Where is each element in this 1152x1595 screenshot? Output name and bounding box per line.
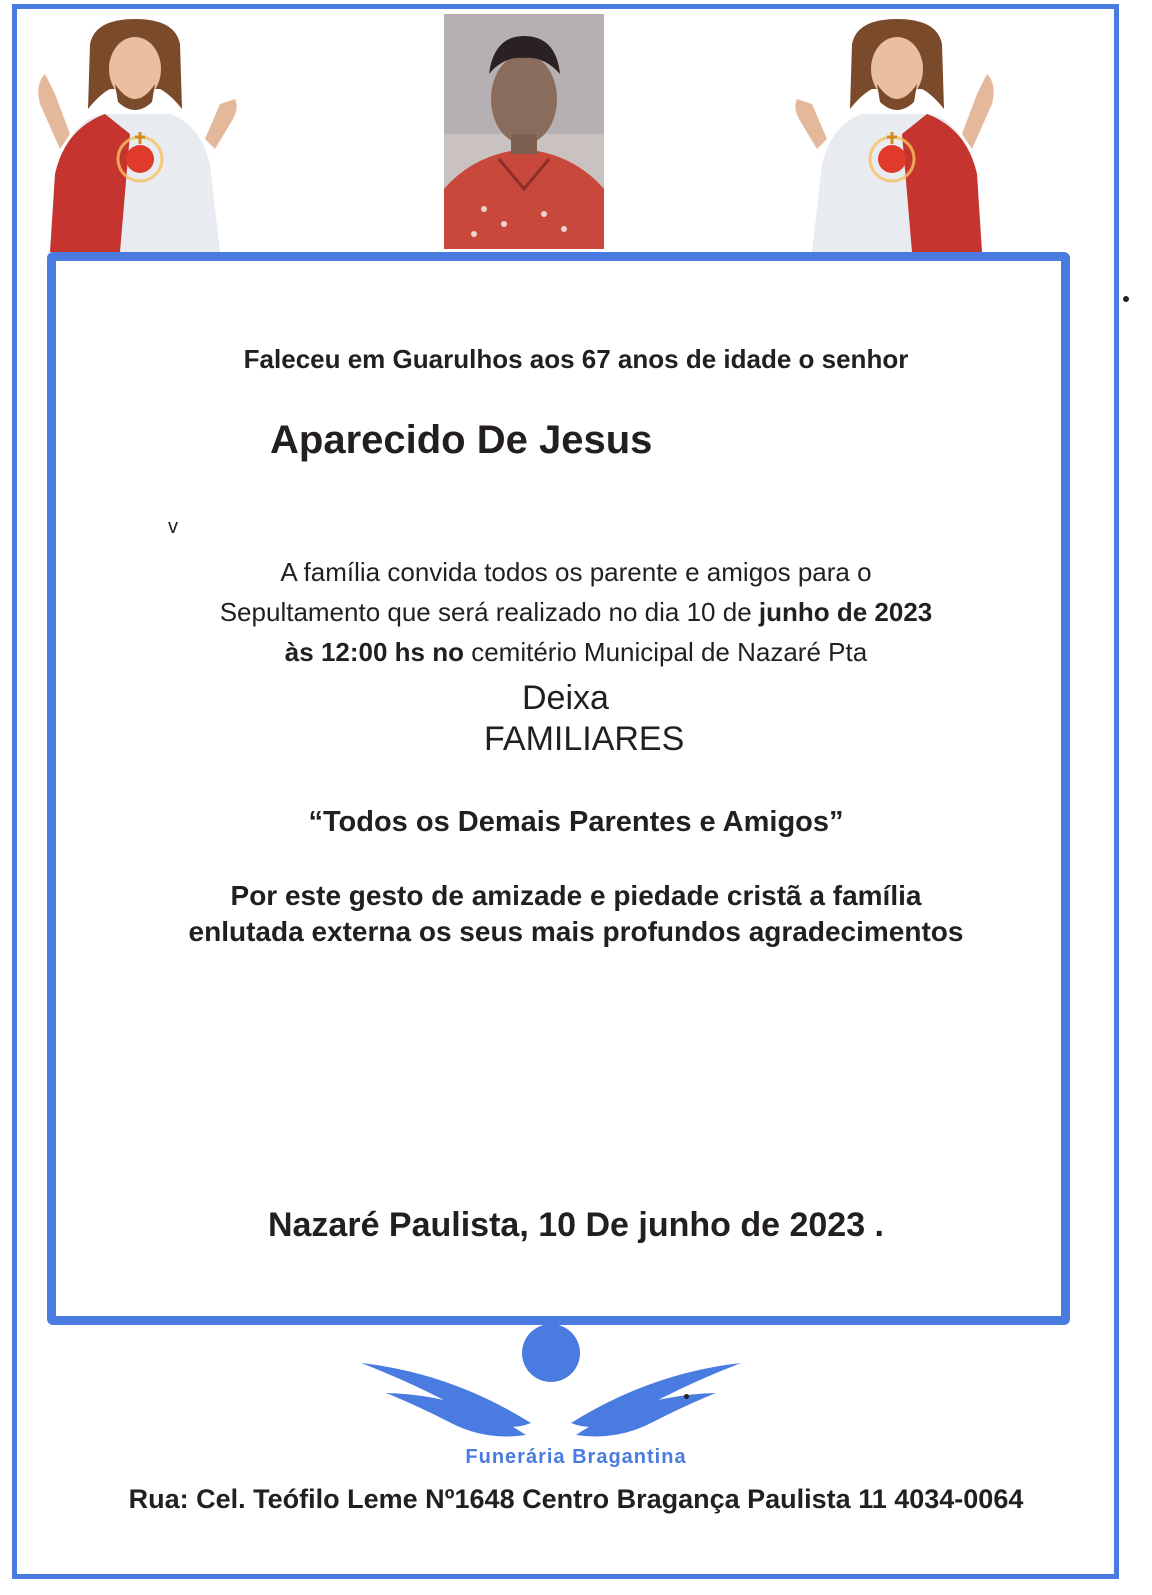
deceased-name: Aparecido De Jesus	[270, 418, 653, 462]
invitation-line-3	[0, 637, 1152, 668]
inner-border	[47, 252, 1070, 1325]
cemetery-text: cemitério Municipal de Nazaré Pta	[464, 637, 868, 667]
funeral-home-address: Rua: Cel. Teófilo Leme Nº1648 Centro Bragança Paulista 11 4034-0064	[128, 1484, 1024, 1514]
scan-speck	[1123, 296, 1129, 302]
funeral-home-logo-icon	[356, 1323, 746, 1441]
invitation-line-1: A família convida todos os parente e amigos para o	[280, 557, 872, 587]
sacred-heart-jesus-icon	[30, 14, 240, 252]
death-announcement-intro: Faleceu em Guarulhos aos 67 anos de idade o senhor	[243, 344, 909, 374]
thanks-line-1: Por este gesto de amizade e piedade cristã a família	[230, 880, 922, 911]
burial-time: às 12:00 hs no	[284, 637, 464, 667]
thanks-line-2: enlutada externa os seus mais profundos agradecimentos	[188, 916, 964, 947]
invitation-line-2	[0, 597, 1152, 628]
leaves-label: Deixa	[522, 679, 609, 717]
family-label: FAMILIARES	[484, 720, 685, 758]
burial-date: junho de 2023	[758, 597, 933, 627]
sacred-heart-jesus-icon	[792, 14, 1002, 252]
funeral-home-name: Funerária Bragantina	[465, 1446, 687, 1468]
quote-text: “Todos os Demais Parentes e Amigos”	[308, 806, 844, 838]
stray-mark: v	[168, 516, 178, 538]
scan-speck	[684, 1394, 689, 1399]
place-and-date: Nazaré Paulista, 10 De junho de 2023 .	[267, 1206, 885, 1244]
invitation-line-2-text: Sepultamento que será realizado no dia 10 de	[219, 597, 759, 627]
portrait-photo	[444, 14, 604, 249]
